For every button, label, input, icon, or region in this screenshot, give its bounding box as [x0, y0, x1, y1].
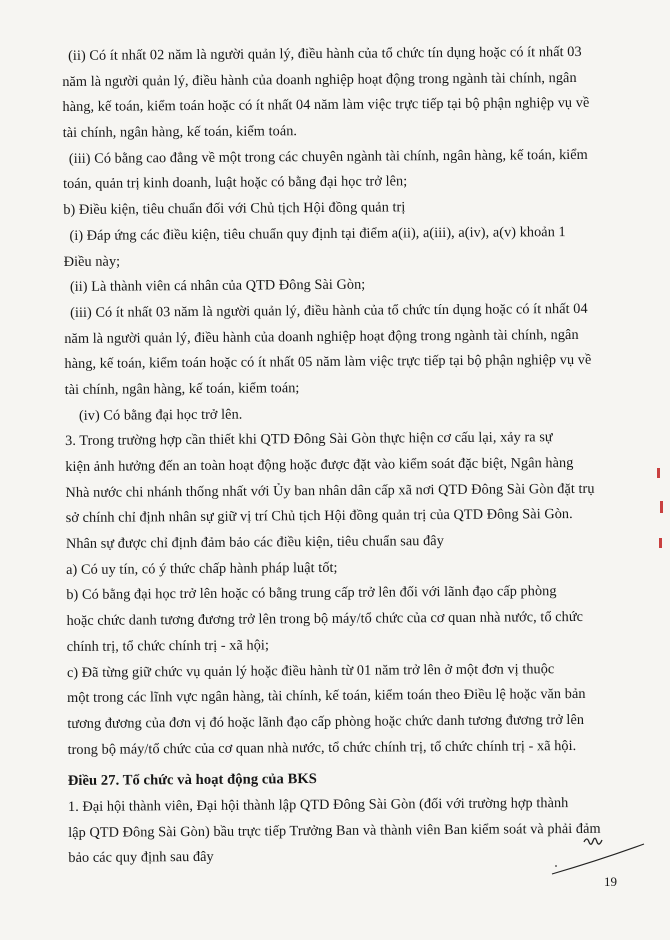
text-line: tài chính, ngân hàng, kế toán, kiểm toán.: [62, 123, 298, 142]
text-line: chính trị, tổ chức chính trị - xã hội;: [66, 637, 270, 655]
text-line: trong bộ máy/tổ chức của cơ quan nhà nước, tổ chức chính trị, tổ chức chính trị - xã hội.: [67, 737, 577, 758]
text-line: a) Có uy tín, có ý thức chấp hành pháp luật tốt;: [66, 559, 338, 578]
text-line: Điều này;: [63, 253, 121, 270]
text-line: lập QTD Đông Sài Gòn) bầu trực tiếp Trưởng Ban và thành viên Ban kiểm soát và phải đảm: [68, 820, 601, 841]
text-line: tài chính, ngân hàng, kế toán, kiểm toán;: [64, 380, 300, 398]
text-line: b) Điều kiện, tiêu chuẩn đối với Chủ tịch Hội đồng quản trị: [63, 199, 406, 219]
text-line: c) Đã từng giữ chức vụ quản lý hoặc điều hành từ 01 năm trở lên ở một đơn vị thuộc: [66, 660, 555, 681]
text-line: hàng, kế toán, kiểm toán hoặc có ít nhất 05 năm làm việc trực tiếp tại bộ phận nghiệp vụ về: [64, 352, 592, 373]
text-line: kiện ảnh hưởng đến an toàn hoạt động hoặc được đặt vào kiểm soát đặc biệt, Ngân hàng: [65, 454, 574, 475]
text-line: hoặc chức danh tương đương trở lên trong bộ máy/tổ chức của cơ quan nhà nước, tổ chức: [66, 609, 584, 630]
text-line: hàng, kế toán, kiểm toán hoặc có ít nhất 04 năm làm việc trực tiếp tại bộ phận nghiệp vụ về: [62, 95, 590, 116]
text-line: toán, quản trị kinh doanh, luật hoặc có bằng đại học trở lên;: [63, 173, 408, 193]
text-line: một trong các lĩnh vực ngân hàng, tài chính, kế toán, kiểm toán theo Điều lệ hoặc văn bản: [67, 686, 586, 707]
text-line: (iii) Có bằng cao đẳng về một trong các chuyên ngành tài chính, ngân hàng, kế toán, kiểm: [68, 146, 588, 167]
margin-mark: [659, 538, 662, 548]
text-line: năm là người quản lý, điều hành của doanh nghiệp hoạt động trong ngành tài chính, ngân: [64, 326, 579, 347]
document-body: [62, 40, 638, 872]
text-line: b) Có bằng đại học trở lên hoặc có bằng trung cấp trở lên đối với lãnh đạo cấp phòng: [66, 583, 557, 604]
text-line: (iii) Có ít nhất 03 năm là người quản lý, điều hành của tổ chức tín dụng hoặc có ít nhất 04: [70, 300, 588, 321]
page-number: 19: [604, 874, 617, 889]
text-line: sở chính chỉ định nhân sự giữ vị trí Chủ tịch Hội đồng quản trị của QTD Đông Sài Gòn.: [65, 506, 573, 527]
handwritten-signature-icon: [540, 820, 650, 880]
text-line: bảo các quy định sau đây: [68, 849, 214, 867]
text-line: (ii) Là thành viên cá nhân của QTD Đông Sài Gòn;: [69, 276, 366, 296]
text-line: (i) Đáp ứng các điều kiện, tiêu chuẩn quy định tại điểm a(ii), a(iii), a(iv), a(v) khoản 1: [69, 223, 566, 244]
text-line: 3. Trong trường hợp cần thiết khi QTD Đông Sài Gòn thực hiện cơ cấu lại, xảy ra sự: [65, 429, 553, 450]
text-line: năm là người quản lý, điều hành của doanh nghiệp hoạt động trong ngành tài chính, ngân: [62, 69, 577, 90]
text-line: (ii) Có ít nhất 02 năm là người quản lý, điều hành của tổ chức tín dụng hoặc có ít nhất 03: [68, 43, 582, 64]
text-line: Nhân sự được chỉ định đảm bảo các điều kiện, tiêu chuẩn sau đây: [65, 533, 444, 553]
margin-mark: [660, 501, 663, 513]
text-line: 1. Đại hội thành viên, Đại hội thành lập QTD Đông Sài Gòn (đối với trường hợp thành: [67, 794, 569, 815]
text-line: tương đương của đơn vị đó hoặc lãnh đạo cấp phòng hoặc chức danh tương đương trở lên: [67, 711, 585, 732]
article-heading: Điều 27. Tổ chức và hoạt động của BKS: [67, 771, 318, 790]
text-line: (iv) Có bằng đại học trở lên.: [78, 406, 243, 424]
margin-mark: [657, 468, 660, 478]
text-line: Nhà nước chi nhánh thống nhất với Ủy ban nhân dân cấp xã nơi QTD Đông Sài Gòn đặt trụ: [65, 480, 595, 501]
